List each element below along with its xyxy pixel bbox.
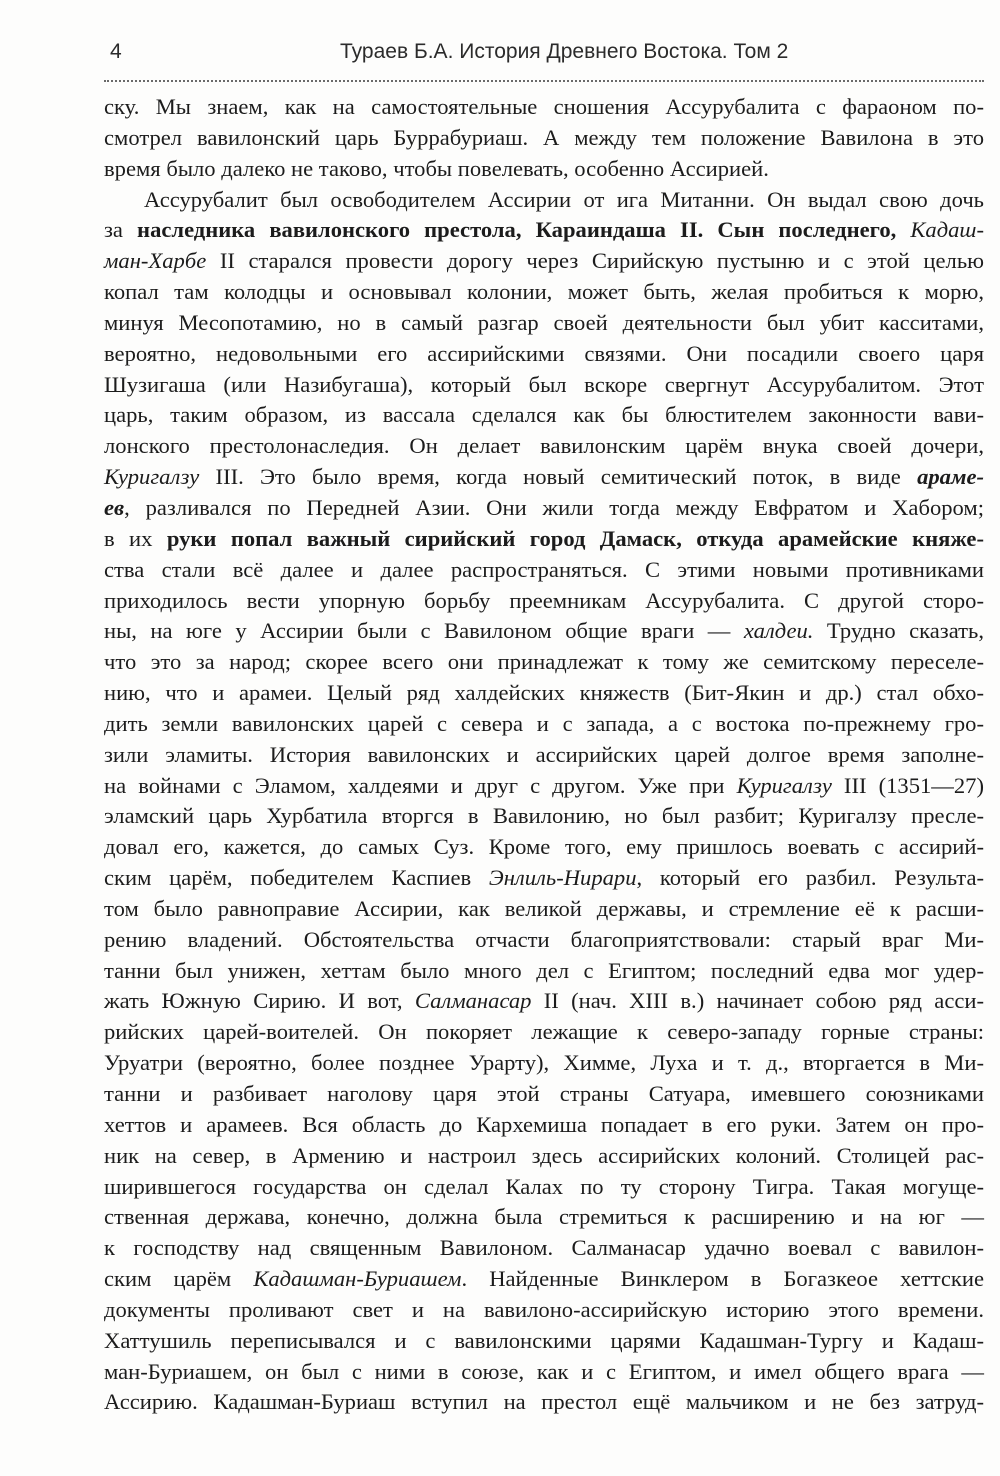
text-line [104,1264,984,1295]
text-line: рению владений. Обстоятельства отчасти благоприятствовали: старый враг Ми- [104,926,984,952]
text-line [104,493,984,524]
text-line: хеттов и арамеев. Вся область до Кархемиша попадает в его руки. Затем он про- [104,1111,984,1137]
text-run: ским царём [104,1266,254,1292]
text-line: копал там колодцы и основывал колонии, может быть, желая пробиться к морю, [104,279,984,305]
page-number: 4 [110,40,122,63]
header-divider [104,80,984,82]
text-line: танни был унижен, хеттам было много дел с Египтом; последний едва мог удер- [104,957,984,983]
text-line: ник на север, в Армению и настроил здесь ассирийских колоний. Столицей рас- [104,1142,984,1168]
text-line: вероятно, недовольными его ассирийскими связями. Они посадили своего царя [104,340,984,366]
text-line: Шузигаша (или Назибугаша), который был вскоре свергнут Ассурубалитом. Этот [104,371,984,397]
text-line: довал его, кажется, до самых Суз. Кроме того, ему пришлось воевать с ассирий- [104,834,984,860]
text-run: в их [104,525,167,551]
text-line [104,986,984,1017]
page-header [104,38,984,74]
text-run: . Найденные Винклером в Богазкеое хеттские [461,1266,984,1292]
italic-text: Куригалзу [104,464,200,490]
text-run: , разливался по Передней Азии. Они жили тогда между Евфратом и Хабором; [124,494,984,520]
text-line: что это за народ; скорее всего они принадлежат к тому же семитскому переселе- [104,649,984,675]
text-line: документы проливают свет и на вавилоно-ассирийскую историю этого времени. [104,1296,984,1322]
text-line [104,462,984,493]
text-run: ским царём, победителем Каспиев [104,865,489,891]
text-run: жать Южную Сирию. И вот, [104,988,415,1014]
text-run: ны, на юге у Ассирии были с Вавилоном общие враги — [104,618,744,644]
italic-text: Кадашман-Буриашем [253,1266,462,1292]
italic-text: Кадаш- [910,217,984,243]
text-line: ства стали всё далее и далее распространяться. С этими новыми противниками [104,556,984,582]
text-run: II старался провести дорогу через Сирийскую пустыню и с этой целью [206,248,984,274]
text-line [104,863,984,894]
text-line: Уруатри (вероятно, более позднее Урарту), Химме, Луха и т. д., вторгается в Ми- [104,1050,984,1076]
text-line: приходилось вести упорную борьбу преемникам Ассурубалита. С другой сторо- [104,587,984,613]
text-line [104,524,984,555]
text-line: ску. Мы знаем, как на самостоятельные сношения Ассурубалита с фараоном по- [104,94,984,119]
text-run: II (нач. XIII в.) начинает собою ряд асси- [531,988,984,1014]
text-run: , который его разбил. Результа- [636,865,984,891]
text-line: минуя Месопотамию, но в самый разгар своей деятельности был убит касситами, [104,309,984,335]
text-line: эламский царь Хурбатила вторгся в Вавилонию, но был разбит; Куригалзу пресле- [104,803,984,829]
text-line: дить земли вавилонских царей с севера и с запада, а с востока по-прежнему гро- [104,710,984,736]
text-line: лонского престолонаследия. Он делает вавилонским царём внука своей дочери, [104,433,984,459]
bold-text: руки попал важный сирийский город Дамаск, откуда арамейские княже- [166,525,984,551]
bold-italic-text: араме- [917,464,984,490]
text-line: танни и разбивает наголову царя этой страны Сатуара, имевшего союзниками [104,1081,984,1106]
text-line [104,616,984,647]
italic-text: ман-Харбе [104,248,207,274]
text-line [104,246,984,277]
text-line: рийских царей-воителей. Он покоряет лежащие к северо-западу горные страны: [104,1019,984,1045]
text-run: Трудно сказать, [813,618,984,644]
text-line [104,215,984,246]
body-text [104,92,984,1418]
text-run: на войнами с Эламом, халдеями и друг с другом. Уже при [104,772,737,798]
text-run [896,217,910,242]
text-run: за [104,217,138,243]
text-line: к господству над священным Вавилоном. Салманасар удачно воевал с вавилон- [104,1235,984,1261]
text-run: III (1351—27) [831,772,985,798]
italic-text: Салманасар [414,988,532,1014]
text-line: ман-Буриашем, он был с ними в союзе, как и с Египтом, и имел общего врага — [104,1358,984,1384]
bold-italic-text: ев [104,494,125,520]
text-run: III. Это было время, когда новый семитический поток, в виде [199,464,918,490]
text-line [104,771,984,802]
text-line: зили эламиты. История вавилонских и ассирийских царей долгое время заполне- [104,741,984,767]
text-line: царь, таким образом, из вассала сделался как бы блюстителем законности вави- [104,402,984,428]
text-line: время было далеко не таково, чтобы повелевать, особенно Ассирией. [104,155,769,181]
italic-text: Куригалзу [736,772,832,798]
text-line: ственная держава, конечно, должна была стремиться к расширению и на юг — [104,1204,984,1230]
text-line: Хаттушиль переписывался и с вавилонскими царями Кадашман-Тургу и Кадаш- [104,1327,984,1353]
bold-text: наследника вавилонского престола, Караиндаша II. Сын последнего, [137,217,897,243]
text-line: ширившегося государства он сделал Калах по ту сторону Тигра. Такая могуще- [104,1173,984,1199]
text-line: Ассирию. Кадашман-Буриаш вступил на престол ещё мальчиком и не без затруд- [104,1389,984,1415]
italic-text: Энлиль-Нирари [488,865,637,891]
text-line: Ассурубалит был освободителем Ассирии от ига Митанни. Он выдал свою дочь [144,186,984,212]
running-head: Тураев Б.А. История Древнего Востока. Том 2 [340,40,789,63]
text-line: смотрел вавилонский царь Буррабуриаш. А между тем положение Вавилона в это [104,124,984,150]
text-line: том было равноправие Ассирии, как великой державы, и стремление её к расши- [104,895,984,921]
italic-text: халдеи. [743,618,814,644]
text-line: нию, что и арамеи. Целый ряд халдейских княжеств (Бит-Якин и др.) стал обхо- [104,680,984,706]
